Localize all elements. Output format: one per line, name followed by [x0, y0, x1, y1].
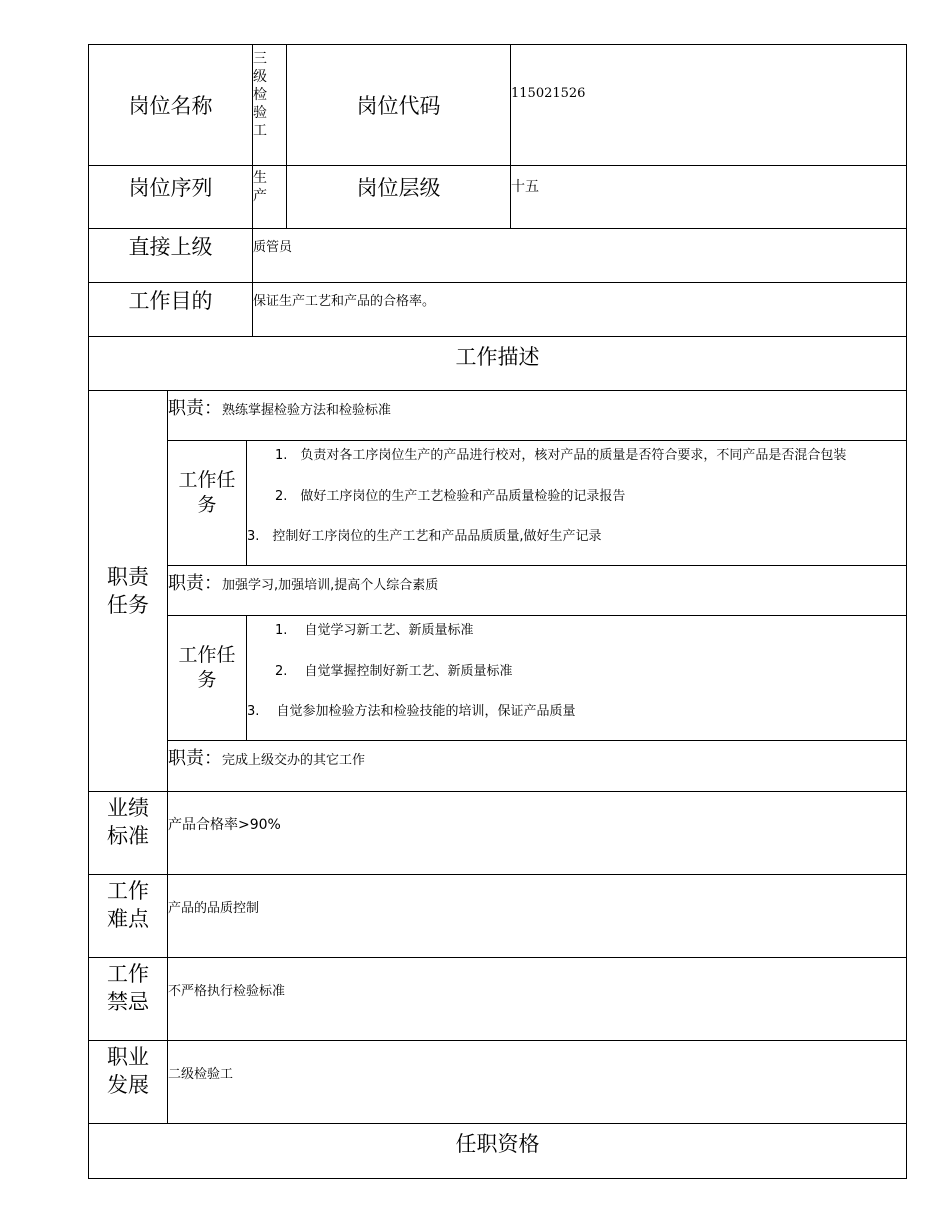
position-name-label [88, 44, 253, 166]
task-list [246, 615, 907, 741]
position-name-value-text: 三级检验工 [253, 51, 267, 139]
sequence-label [88, 165, 253, 229]
work-description-title [88, 336, 907, 391]
duty-row [167, 565, 907, 616]
performance-value-text: 产品合格率>90% [168, 817, 281, 833]
duty-key: 职责： [168, 398, 222, 419]
career-label-line1: 职业 [107, 1045, 149, 1069]
duty-key: 职责： [168, 573, 222, 594]
task-label-line2: 务 [197, 494, 217, 516]
career-label [88, 1040, 168, 1124]
position-code-label [286, 44, 511, 166]
difficulty-label [88, 874, 168, 958]
qualification-title-text: 任职资格 [455, 1132, 540, 1156]
position-code-value [510, 44, 907, 166]
duty-row [167, 390, 907, 441]
sequence-label-text: 岗位序列 [128, 176, 213, 200]
position-code-value-text: 115021526 [511, 86, 586, 101]
task-list [246, 440, 907, 566]
difficulty-label-line1: 工作 [107, 879, 149, 903]
superior-label [88, 228, 253, 283]
job-description-table [88, 44, 907, 1179]
work-description-title-text: 工作描述 [455, 345, 540, 369]
taboo-label [88, 957, 168, 1041]
task-item: 3. 控制好工序岗位的生产工艺和产品品质质量,做好生产记录 [247, 529, 602, 544]
performance-label-line1: 业绩 [107, 796, 149, 820]
taboo-label-line2: 禁忌 [107, 990, 149, 1014]
duty-text: 完成上级交办的其它工作 [222, 753, 366, 768]
duties-side-label-line2: 任务 [107, 593, 149, 617]
position-code-label-text: 岗位代码 [356, 94, 441, 118]
taboo-label-line1: 工作 [107, 962, 149, 986]
position-name-label-text: 岗位名称 [128, 94, 213, 118]
duty-text: 熟练掌握检验方法和检验标准 [222, 403, 392, 418]
task-label-line1: 工作任 [178, 469, 236, 491]
task-item: 3. 自觉参加检验方法和检验技能的培训，保证产品质量 [247, 704, 576, 719]
purpose-value-text: 保证生产工艺和产品的合格率。 [253, 294, 436, 309]
duty-row [167, 740, 907, 792]
career-value-text: 二级检验工 [168, 1067, 234, 1082]
qualification-title [88, 1123, 907, 1179]
duty-key: 职责： [168, 748, 222, 769]
career-label-line2: 发展 [107, 1073, 149, 1097]
task-item: 1. 自觉学习新工艺、新质量标准 [275, 623, 474, 638]
difficulty-label-line2: 难点 [107, 907, 149, 931]
taboo-value-text: 不严格执行检验标准 [168, 984, 286, 999]
level-label [286, 165, 511, 229]
purpose-value [252, 282, 907, 337]
superior-value-text: 质管员 [253, 240, 293, 255]
level-value-text: 十五 [511, 179, 539, 195]
task-item: 2. 自觉掌握控制好新工艺、新质量标准 [275, 664, 513, 679]
level-label-text: 岗位层级 [356, 176, 441, 200]
duties-side-label [88, 390, 168, 792]
taboo-value [167, 957, 907, 1041]
duties-side-label-line1: 职责 [107, 565, 149, 589]
duty-text: 加强学习,加强培训,提高个人综合素质 [222, 578, 439, 593]
performance-label [88, 791, 168, 875]
task-item: 1. 负责对各工序岗位生产的产品进行校对，核对产品的质量是否符合要求，不同产品是否混合包装 [275, 448, 847, 463]
task-label-line2: 务 [197, 669, 217, 691]
task-label [167, 440, 247, 566]
sequence-value [252, 165, 287, 229]
level-value [510, 165, 907, 229]
purpose-label [88, 282, 253, 337]
difficulty-value [167, 874, 907, 958]
task-label [167, 615, 247, 741]
purpose-label-text: 工作目的 [128, 289, 213, 313]
performance-value [167, 791, 907, 875]
career-value [167, 1040, 907, 1124]
performance-label-line2: 标准 [107, 824, 149, 848]
position-name-value [252, 44, 287, 166]
task-item: 2. 做好工序岗位的生产工艺检验和产品质量检验的记录报告 [275, 489, 626, 504]
sequence-value-text: 生产 [253, 170, 267, 204]
superior-value [252, 228, 907, 283]
superior-label-text: 直接上级 [128, 235, 213, 259]
task-label-line1: 工作任 [178, 644, 236, 666]
difficulty-value-text: 产品的品质控制 [168, 901, 260, 916]
